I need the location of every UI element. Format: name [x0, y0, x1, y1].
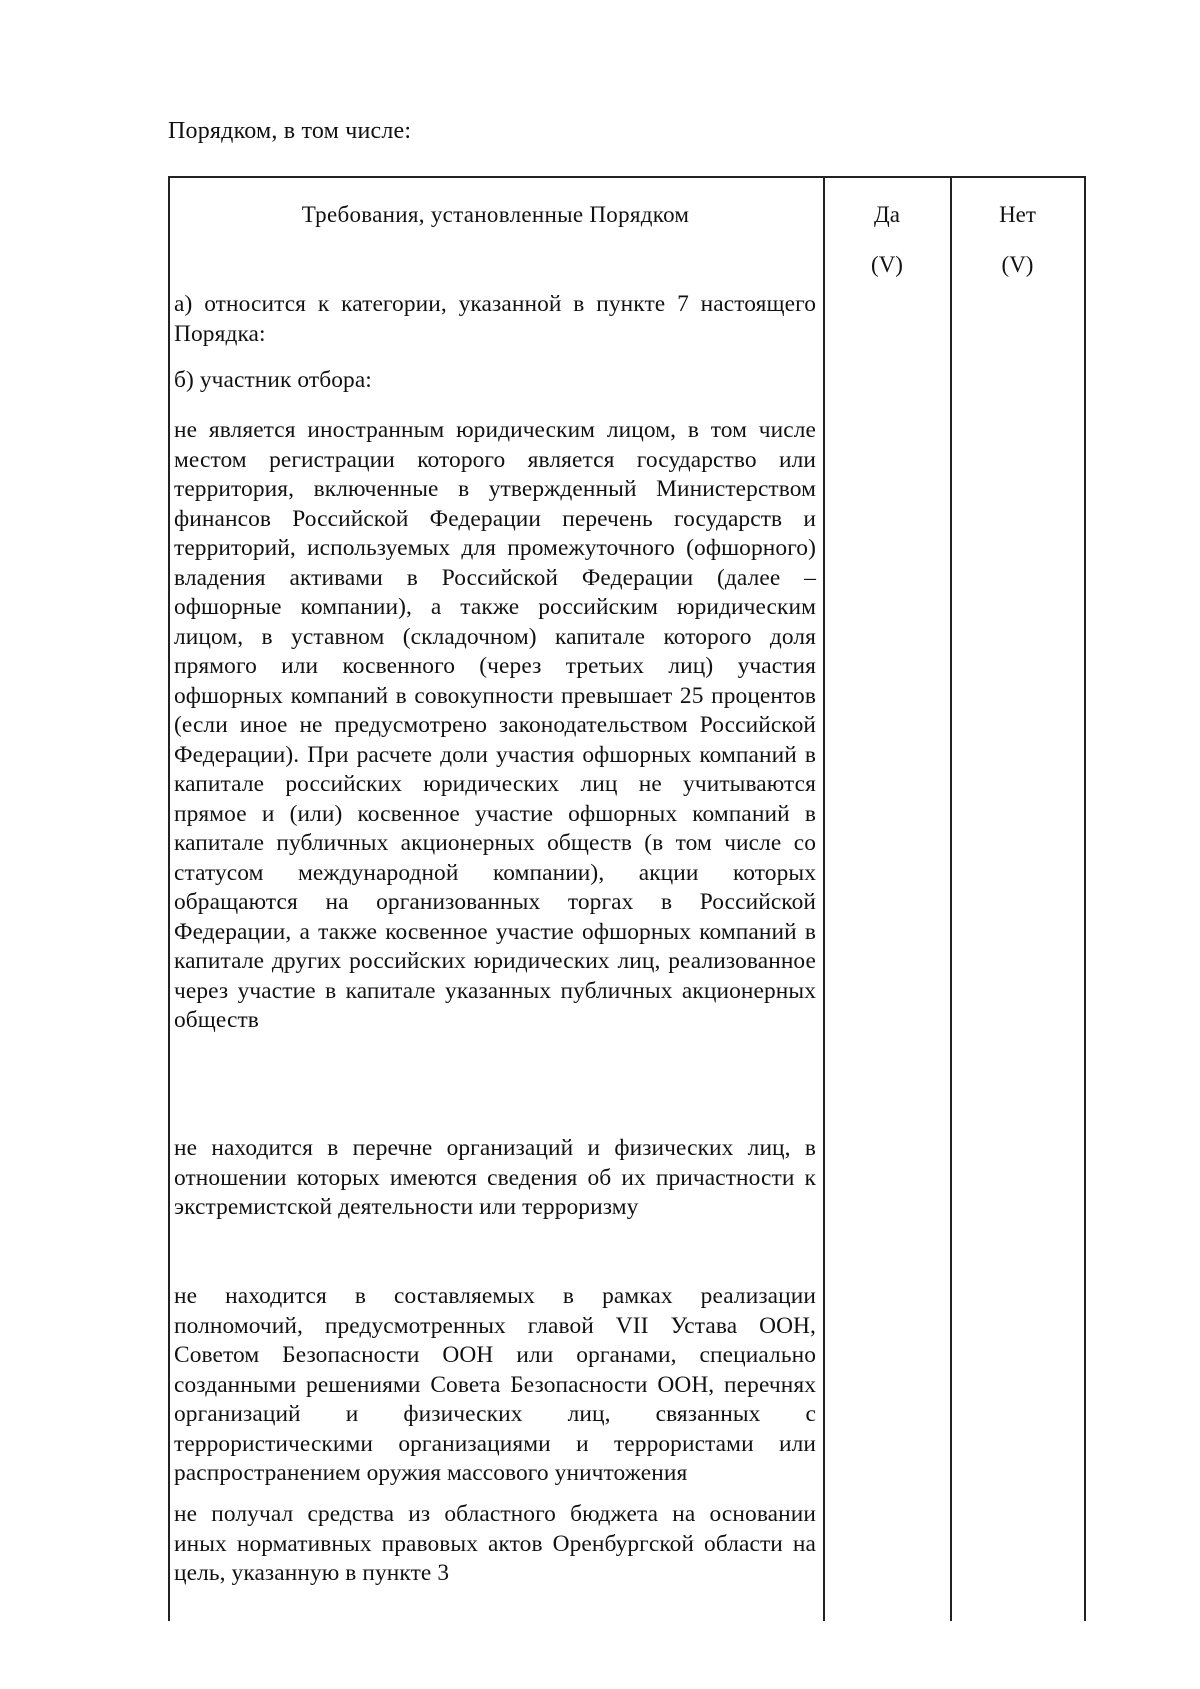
table-divider-yes [950, 176, 952, 1621]
header-no [951, 190, 1084, 290]
header-yes-mark: (V) [871, 252, 903, 277]
header-yes-label: Да [874, 202, 900, 227]
header-requirements: Требования, установленные Порядком [301, 202, 690, 227]
requirement-no-regional-funds: не получал средства из областного бюджета на основании иных нормативных правовых актов Оренбургской области на цель, указанную в пункте 3 [174, 1501, 816, 1586]
table-right-border [1084, 176, 1086, 1621]
header-no-mark: (V) [1001, 252, 1034, 277]
table-left-border [168, 176, 170, 1621]
table-top-border [168, 176, 1086, 178]
table-divider-requirements [823, 176, 825, 1621]
requirement-a: а) относится к категории, указанной в пункте 7 настоящего Порядка: [174, 291, 816, 347]
intro-text: Порядком, в том числе: [168, 118, 412, 144]
requirements-table [168, 176, 1086, 1621]
header-no-label: Нет [999, 202, 1036, 227]
requirement-not-foreign-entity: не является иностранным юридическим лицом, в том числе местом регистрации которого является государство или территория, включенные в утвержденный Министерством финансов Российской Федерации перечень государств и территорий, используемых для промежуточного (офшорного) владения активами в Российской Федерации (далее – офшорные компании), а также российским юридическим лицом, в уставном (складочном) капитале которого доля прямого или косвенного (через третьих лиц) участия офшорных компаний в совокупности превышает 25 процентов (если иное не предусмотрено законодательством Российской Федерации). При расчете доли участия офшорных компаний в капитале российских юридических лиц не учитываются прямое и (или) косвенное участие офшорных компаний в капитале публичных акционерных обществ (в том числе со статусом международной компании), акции которых обращаются на организованных торгах в Российской Федерации, а также косвенное участие офшорных компаний в капитале других российских юридических лиц, реализованное через участие в капитале указанных публичных акционерных обществ [174, 417, 816, 1033]
header-yes [824, 190, 950, 290]
requirement-b: б) участник отбора: [174, 367, 372, 393]
requirement-not-extremist-list: не находится в перечне организаций и физических лиц, в отношении которых имеются сведения об их причастности к экстремистской деятельности или терроризму [174, 1135, 816, 1220]
requirement-not-un-sanctions-list: не находится в составляемых в рамках реализации полномочий, предусмотренных главой VII Устава ООН, Советом Безопасности ООН или органами, специально созданными решениями Совета Безопасности ООН, перечнях организаций и физических лиц, связанных с террористическими организациями и террористами или распространением оружия массового уничтожения [174, 1283, 816, 1486]
